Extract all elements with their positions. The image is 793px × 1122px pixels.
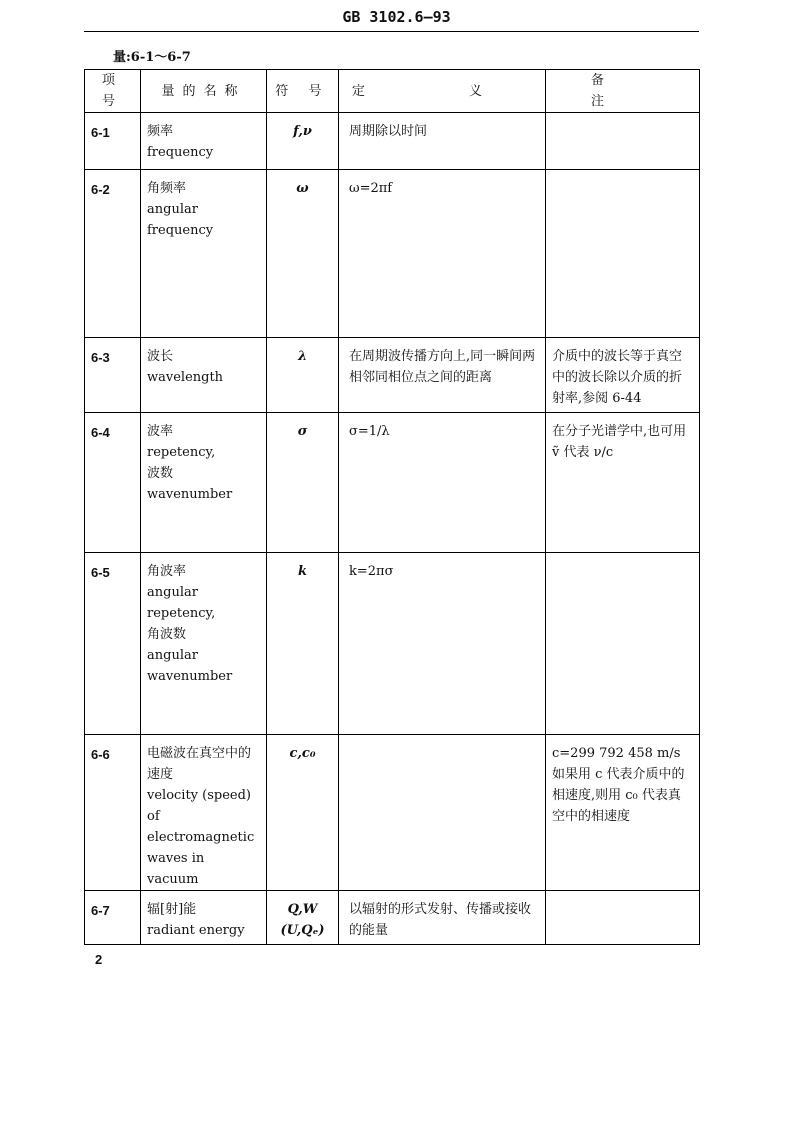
symbol-cell: Q,W (U,Qₑ) [267, 891, 339, 945]
col-header-name: 量的名称 [141, 70, 267, 113]
table-row [85, 113, 700, 170]
definition-cell: ω=2πf [339, 170, 546, 338]
remarks-cell: 在分子光谱学中,也可用 ṽ 代表 ν/c [546, 413, 700, 553]
symbol-cell: ω [267, 170, 339, 338]
remarks-cell: 介质中的波长等于真空中的波长除以介质的折射率,参阅 6-44 [546, 338, 700, 413]
table-row [85, 338, 700, 413]
definition-cell: 以辐射的形式发射、传播或接收的能量 [339, 891, 546, 945]
col-header-definition: 定 义 [339, 70, 546, 113]
quantity-name-cell: 波长 wavelength [141, 338, 267, 413]
table-row [85, 891, 700, 945]
table-caption: 量:6-1～6-7 [113, 50, 191, 65]
remarks-cell [546, 891, 700, 945]
definition-cell: k=2πσ [339, 553, 546, 735]
quantity-name-cell: 波率 repetency, 波数 wavenumber [141, 413, 267, 553]
col-header-symbol: 符 号 [267, 70, 339, 113]
quantities-table [84, 69, 700, 945]
definition-cell: 周期除以时间 [339, 113, 546, 170]
symbol-cell: k [267, 553, 339, 735]
table-header-row [85, 70, 700, 113]
item-number-cell: 6-3 [85, 338, 141, 413]
header-rule [84, 31, 699, 32]
remarks-cell [546, 170, 700, 338]
remarks-cell: c=299 792 458 m/s 如果用 c 代表介质中的相速度,则用 c₀ 代表真空中的相速度 [546, 735, 700, 891]
item-number-cell: 6-4 [85, 413, 141, 553]
item-number-cell: 6-7 [85, 891, 141, 945]
remarks-cell [546, 113, 700, 170]
symbol-cell: f,ν [267, 113, 339, 170]
definition-cell: σ=1/λ [339, 413, 546, 553]
item-number-cell: 6-6 [85, 735, 141, 891]
quantity-name-cell: 电磁波在真空中的速度 velocity (speed) of electromagnetic waves in vacuum [141, 735, 267, 891]
quantity-name-cell: 辐[射]能 radiant energy [141, 891, 267, 945]
document-header: GB 3102.6—93 [342, 8, 451, 26]
symbol-cell: λ [267, 338, 339, 413]
symbol-cell: σ [267, 413, 339, 553]
item-number-cell: 6-2 [85, 170, 141, 338]
col-header-item-no: 项 号 [85, 70, 141, 113]
table-row [85, 413, 700, 553]
symbol-cell: c,c₀ [267, 735, 339, 891]
page-number: 2 [95, 952, 103, 967]
item-number-cell: 6-1 [85, 113, 141, 170]
definition-cell: 在周期波传播方向上,同一瞬间两相邻同相位点之间的距离 [339, 338, 546, 413]
table-row [85, 553, 700, 735]
definition-cell [339, 735, 546, 891]
remarks-cell [546, 553, 700, 735]
item-number-cell: 6-5 [85, 553, 141, 735]
table-row [85, 735, 700, 891]
quantity-name-cell: 角波率 angular repetency, 角波数 angular wavenumber [141, 553, 267, 735]
quantity-name-cell: 角频率 angular frequency [141, 170, 267, 338]
table-row [85, 170, 700, 338]
quantity-name-cell: 频率 frequency [141, 113, 267, 170]
col-header-remarks: 备 注 [546, 70, 700, 113]
